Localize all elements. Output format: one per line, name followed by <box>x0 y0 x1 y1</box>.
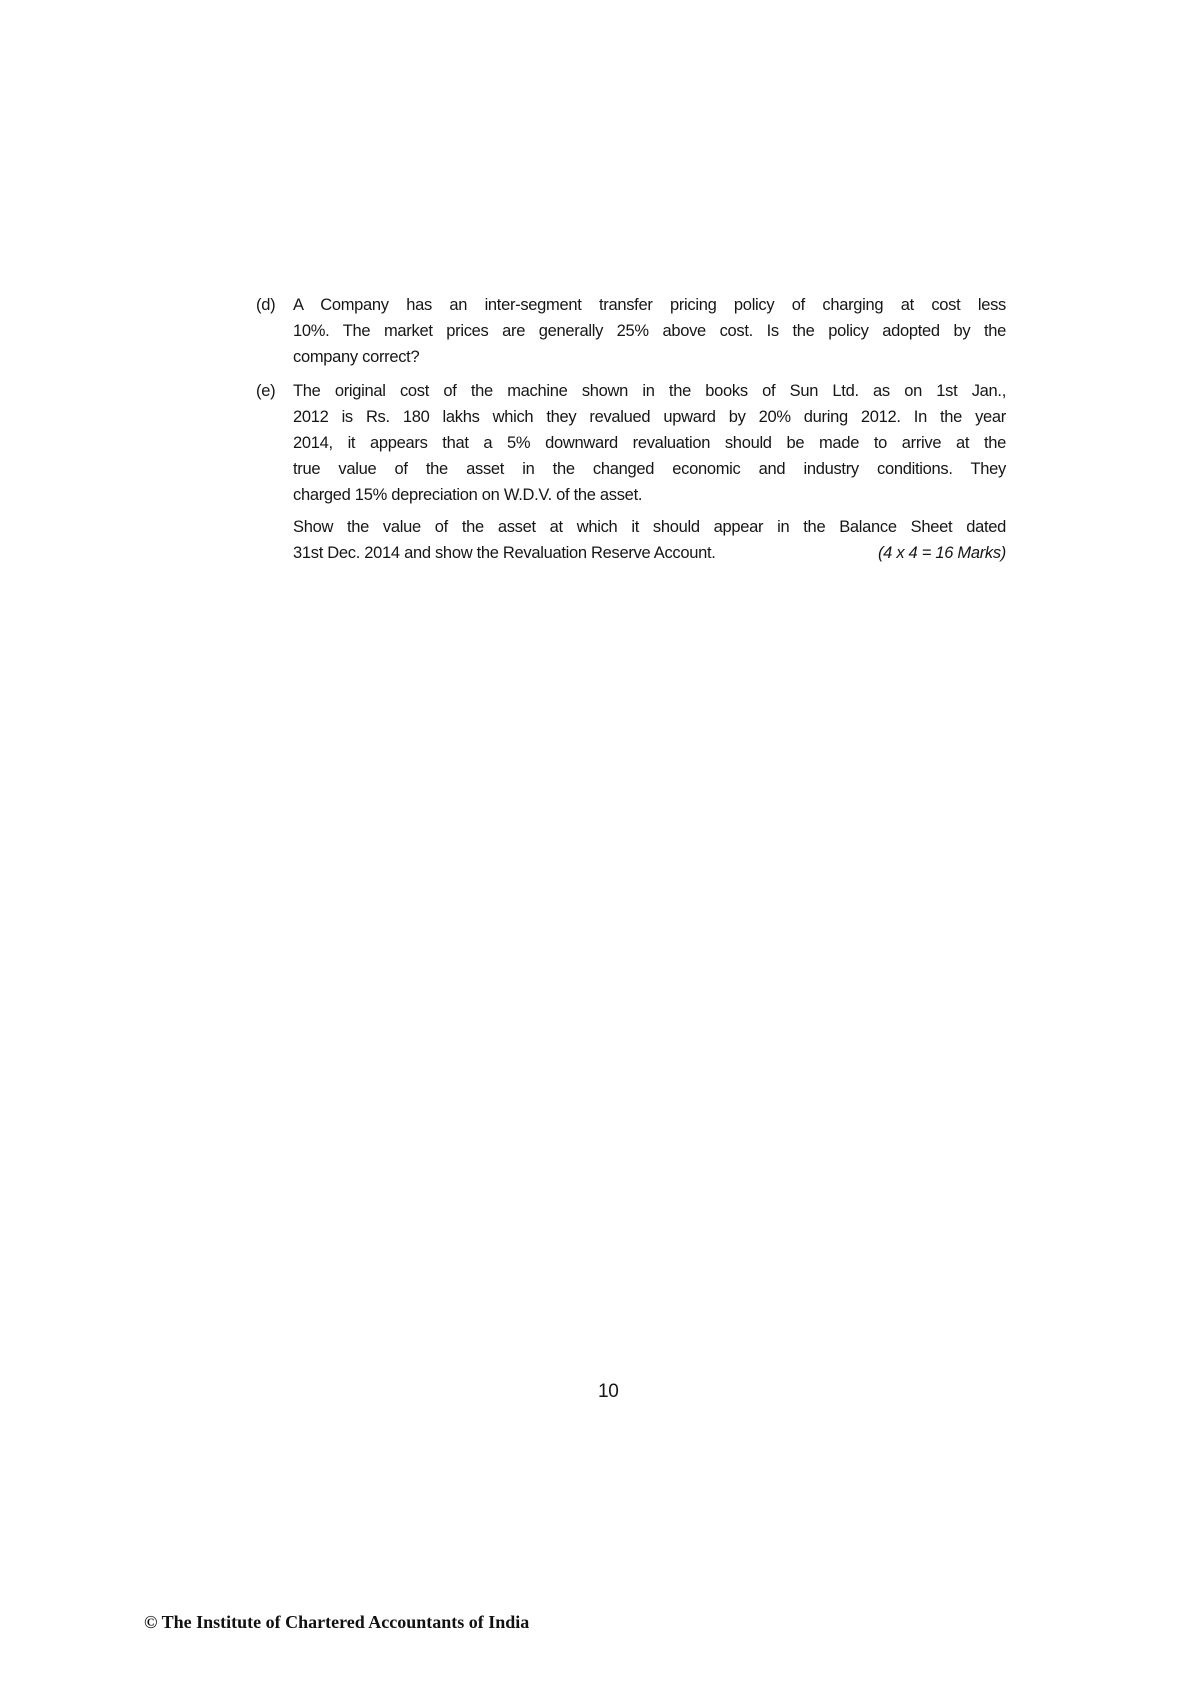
question-item-e <box>256 378 1006 566</box>
item-label-d: (d) <box>256 296 276 314</box>
marks-line <box>293 540 1006 566</box>
text-line: 2014, it appears that a 5% downward revaluation should be made to arrive at the <box>293 434 1006 452</box>
copyright-footer: © The Institute of Chartered Accountants of India <box>144 1612 530 1632</box>
text-line: charged 15% depreciation on W.D.V. of the asset. <box>293 486 643 504</box>
text-line: company correct? <box>293 348 420 366</box>
item-body-d <box>293 292 1006 370</box>
marks-note: (4 x 4 = 16 Marks) <box>877 544 1006 562</box>
page-number: 10 <box>598 1381 619 1402</box>
text-line: Show the value of the asset at which it should appear in the Balance Sheet dated <box>293 518 1006 536</box>
text-line: 2012 is Rs. 180 lakhs which they revalued upward by 20% during 2012. In the year <box>293 408 1006 426</box>
text-line: true value of the asset in the changed economic and industry conditions. They <box>293 460 1006 478</box>
text-line: 31st Dec. 2014 and show the Revaluation Reserve Account. <box>293 544 716 562</box>
question-item-d <box>256 292 1006 370</box>
text-line: 10%. The market prices are generally 25% above cost. Is the policy adopted by the <box>293 322 1006 340</box>
item-label-e: (e) <box>256 382 276 400</box>
text-line: The original cost of the machine shown in the books of Sun Ltd. as on 1st Jan., <box>293 382 1006 400</box>
question-e-requirement <box>293 514 1006 566</box>
text-line: A Company has an inter-segment transfer pricing policy of charging at cost less <box>293 296 1006 314</box>
question-content <box>256 292 1006 566</box>
item-body-e <box>293 378 1006 566</box>
